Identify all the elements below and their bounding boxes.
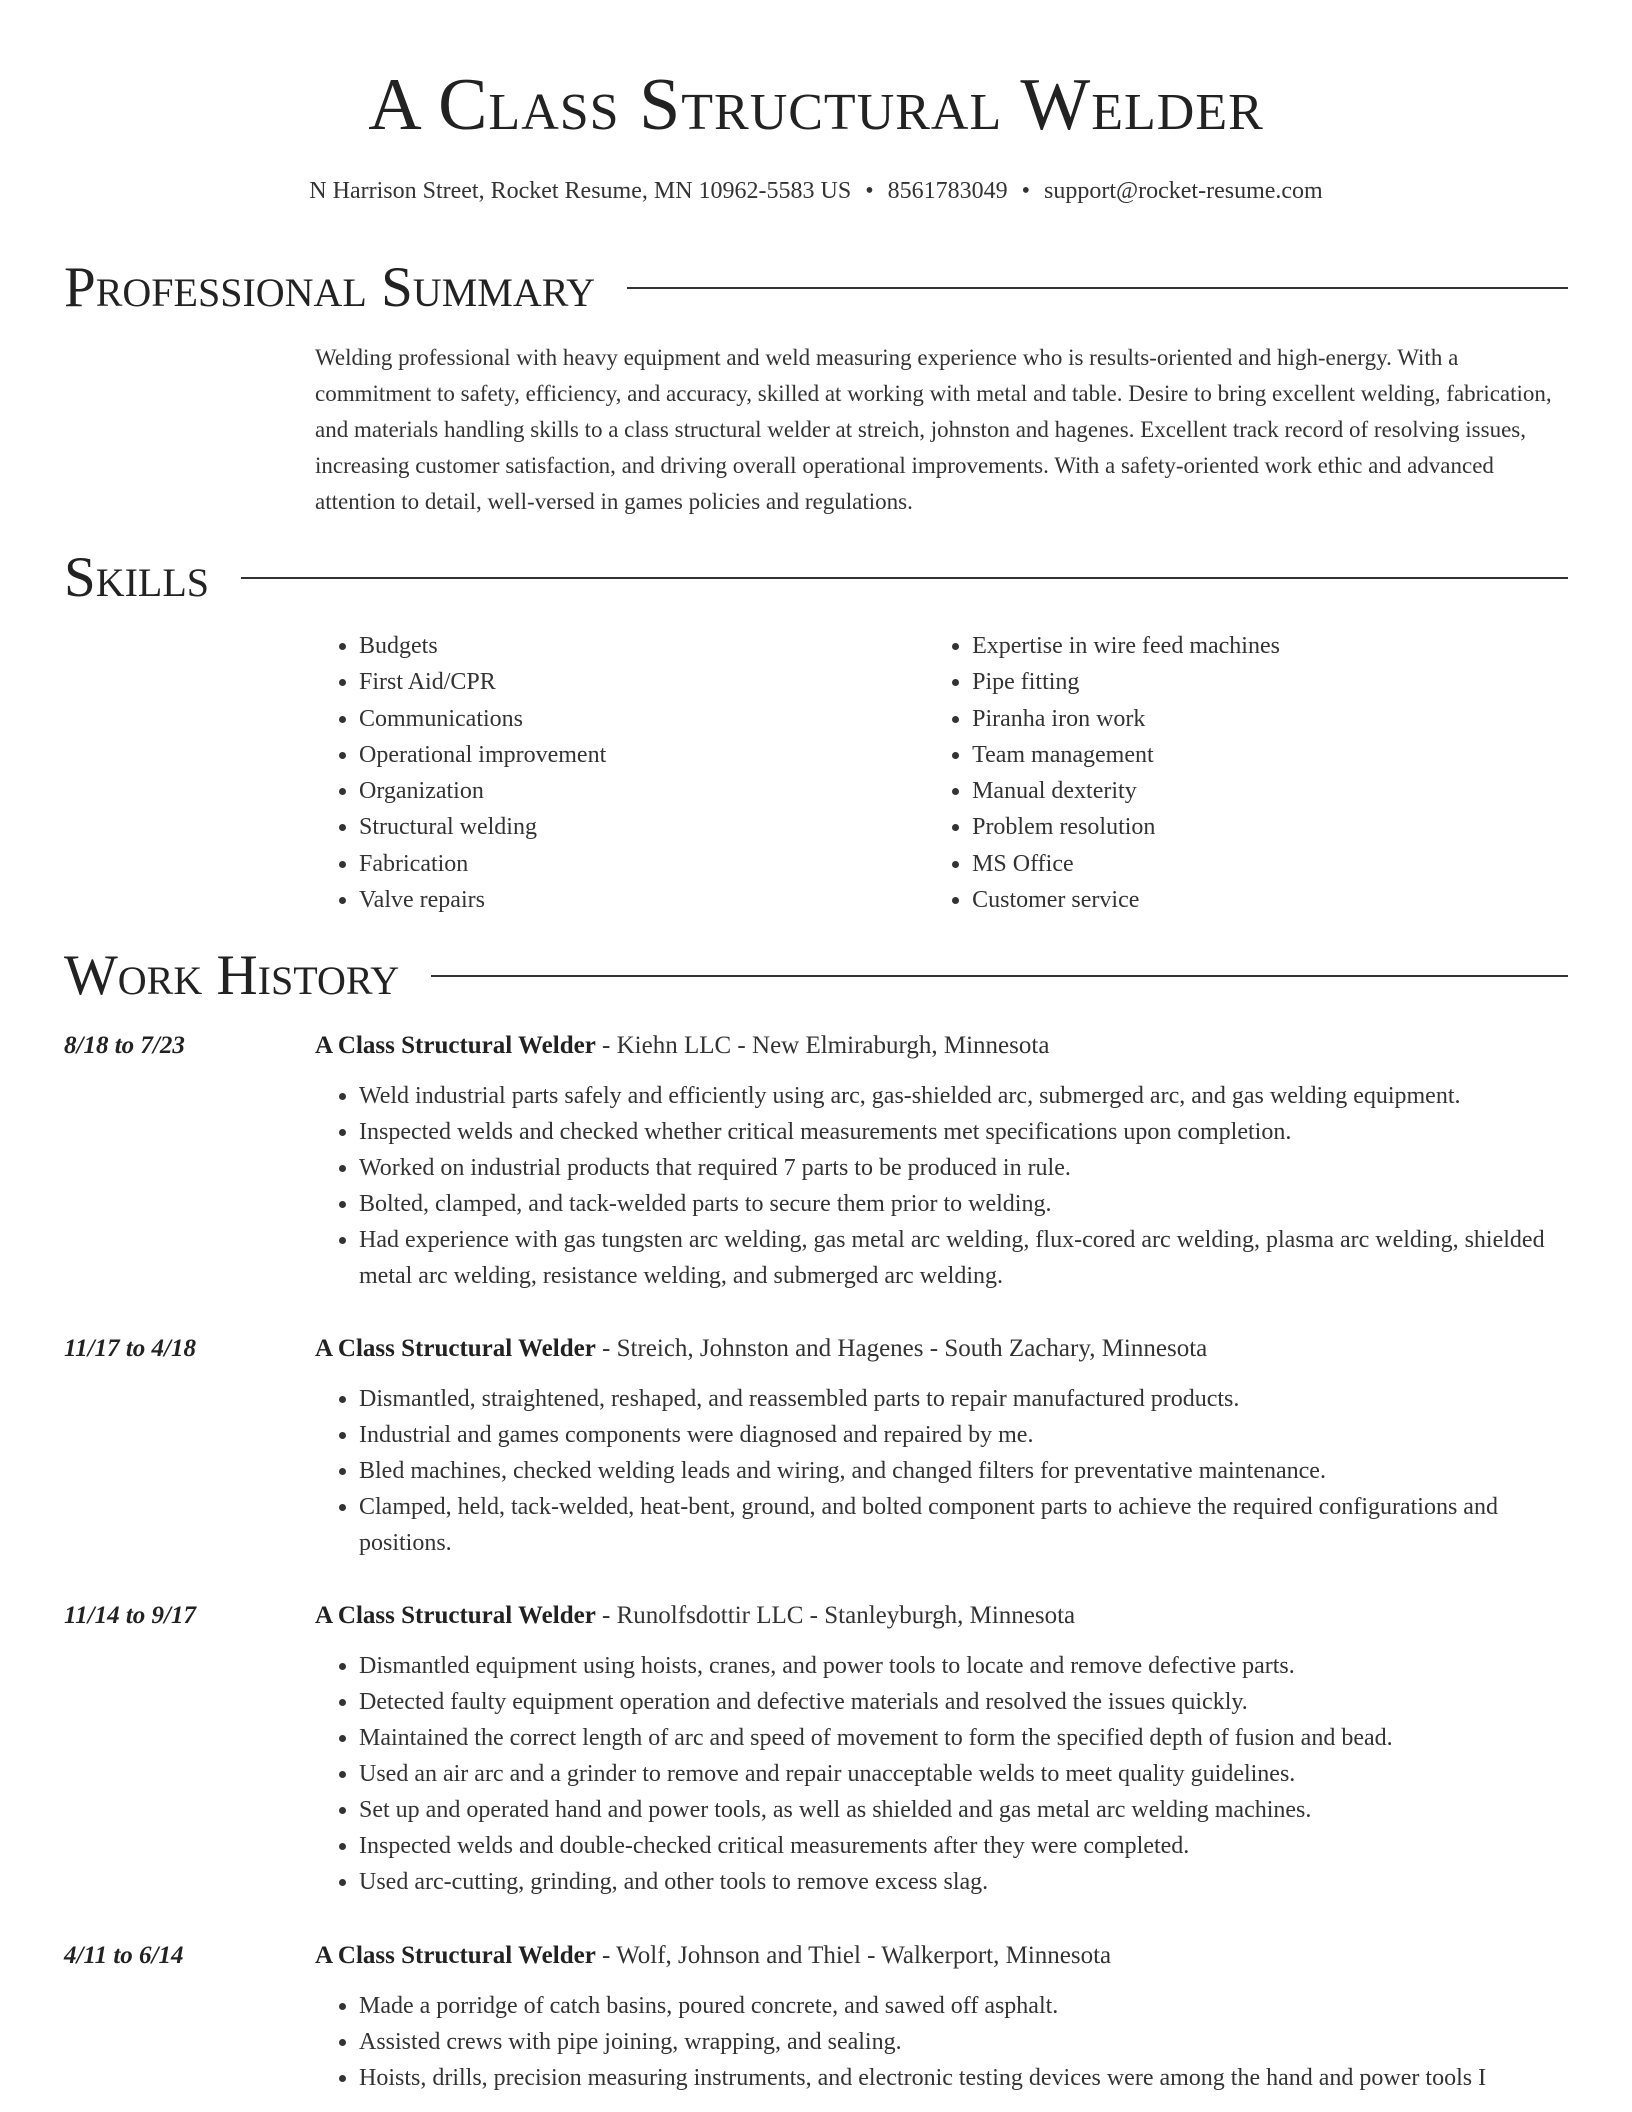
skill-item: • Operational improvement [359,737,928,773]
summary-text: Welding professional with heavy equipment and weld measuring experience who is results-oriented and high-energy. With a commitment to safety, efficiency, and accuracy, skilled at working with metal and table. Desire to bring excellent welding, fabrication, and materials handling skills to a class structural welder at streich, johnston and hagenes. Excellent track record of resolving issues, increasing customer satisfaction, and driving overall operational improvements. With a safety-oriented work ethic and advanced attention to detail, well-versed in games policies and regulations. [315,345,1552,514]
skill-item: • Valve repairs [359,882,928,918]
work-section-header [64,944,1568,1008]
job-title: A Class Structural Welder [315,1602,596,1629]
resume-name: A Class Structural Welder [368,64,1264,146]
skill-item: • Fabrication [359,846,928,882]
work-heading: Work History [64,944,400,1007]
section-rule [241,577,1568,579]
job-bullet: • Weld industrial parts safely and efficiently using arc, gas-shielded arc, submerged arc, and gas welding equipment. [359,1078,1568,1114]
job-entry [64,1938,1568,2096]
job-title-line [315,1598,1075,1634]
contact-separator: • [865,178,874,204]
job-dates: 11/14 to 9/17 [64,1602,196,1629]
job-bullet: • Dismantled equipment using hoists, cranes, and power tools to locate and remove defective parts. [359,1648,1568,1684]
job-bullet: • Made a porridge of catch basins, poured concrete, and sawed off asphalt. [359,1988,1568,2024]
job-bullet: • Inspected welds and double-checked critical measurements after they were completed. [359,1828,1568,1864]
job-bullet: • Bolted, clamped, and tack-welded parts to secure them prior to welding. [359,1186,1568,1222]
job-bullet: • Had experience with gas tungsten arc welding, gas metal arc welding, flux-cored arc welding, plasma arc welding, shielded metal arc welding, resistance welding, and submerged arc welding. [359,1222,1568,1294]
job-bullet: • Maintained the correct length of arc and speed of movement to form the specified depth of fusion and bead. [359,1720,1568,1756]
contact-phone: 8561783049 [887,178,1008,204]
job-bullet: • Industrial and games components were diagnosed and repaired by me. [359,1417,1568,1453]
job-header [64,1028,1568,1064]
skills-section-header [64,546,1568,610]
job-title: A Class Structural Welder [315,1032,596,1059]
skills-heading: Skills [64,546,210,609]
skill-item: • Expertise in wire feed machines [972,628,1568,664]
job-dates: 11/17 to 4/18 [64,1335,196,1362]
job-bullet: • Bled machines, checked welding leads and wiring, and changed filters for preventative maintenance. [359,1453,1568,1489]
job-header [64,1598,1568,1634]
job-entry [64,1028,1568,1294]
skill-item: • First Aid/CPR [359,664,928,700]
job-header [64,1331,1568,1367]
skills-list [315,628,1568,918]
summary-heading: Professional Summary [64,256,596,319]
contact-separator: • [1021,178,1031,204]
skill-item: • Pipe fitting [972,664,1568,700]
job-bullets [64,1648,1568,1900]
job-bullet: • Detected faulty equipment operation and defective materials and resolved the issues quickly. [359,1684,1568,1720]
job-bullet: • Hoists, drills, precision measuring instruments, and electronic testing devices were among the hand and power tools I [359,2060,1568,2096]
job-entry [64,1331,1568,1561]
job-bullet: • Dismantled, straightened, reshaped, and reassembled parts to repair manufactured products. [359,1381,1568,1417]
job-title: A Class Structural Welder [315,1942,596,1969]
job-bullet: • Set up and operated hand and power tools, as well as shielded and gas metal arc welding machines. [359,1792,1568,1828]
job-bullet: • Clamped, held, tack-welded, heat-bent, ground, and bolted component parts to achieve the required configurations and positions. [359,1489,1568,1561]
job-title-line [315,1938,1111,1974]
summary-section-header [64,256,1568,320]
job-bullet: • Worked on industrial products that required 7 parts to be produced in rule. [359,1150,1568,1186]
job-company: - Kiehn LLC - New Elmiraburgh, Minnesota [595,1032,1050,1059]
job-bullet: • Used arc-cutting, grinding, and other tools to remove excess slag. [359,1864,1568,1900]
job-title-line [315,1331,1207,1367]
job-header [64,1938,1568,1974]
job-bullets [64,1078,1568,1294]
skill-item: • Manual dexterity [972,773,1568,809]
skill-item: • Piranha iron work [972,701,1568,737]
job-title: A Class Structural Welder [315,1335,596,1362]
job-company: - Wolf, Johnson and Thiel - Walkerport, Minnesota [595,1942,1112,1969]
skill-item: • Structural welding [359,809,928,845]
section-rule [431,975,1568,977]
skill-item: • Communications [359,701,928,737]
job-title-line [315,1028,1049,1064]
job-bullet: • Used an air arc and a grinder to remove and repair unacceptable welds to meet quality guidelines. [359,1756,1568,1792]
job-bullets [64,1381,1568,1561]
job-company: - Streich, Johnston and Hagenes - South Zachary, Minnesota [595,1335,1208,1362]
skill-item: • Organization [359,773,928,809]
job-bullets [64,1988,1568,2096]
contact-address: N Harrison Street, Rocket Resume, MN 10962-5583 US [309,178,852,204]
job-company: - Runolfsdottir LLC - Stanleyburgh, Minnesota [595,1602,1076,1629]
job-bullet: • Inspected welds and checked whether critical measurements met specifications upon completion. [359,1114,1568,1150]
job-dates: 8/18 to 7/23 [64,1032,185,1059]
job-bullet: • Assisted crews with pipe joining, wrapping, and sealing. [359,2024,1568,2060]
skill-item: • Budgets [359,628,928,664]
contact-line [0,176,1632,206]
skill-item: • MS Office [972,846,1568,882]
section-rule [627,287,1568,289]
skill-item: • Team management [972,737,1568,773]
contact-email: support@rocket-resume.com [1044,178,1323,204]
skill-item: • Customer service [972,882,1568,918]
job-entry [64,1598,1568,1900]
skills-column-2 [928,628,1568,918]
skill-item: • Problem resolution [972,809,1568,845]
job-dates: 4/11 to 6/14 [64,1942,184,1969]
skills-column-1 [315,628,928,918]
